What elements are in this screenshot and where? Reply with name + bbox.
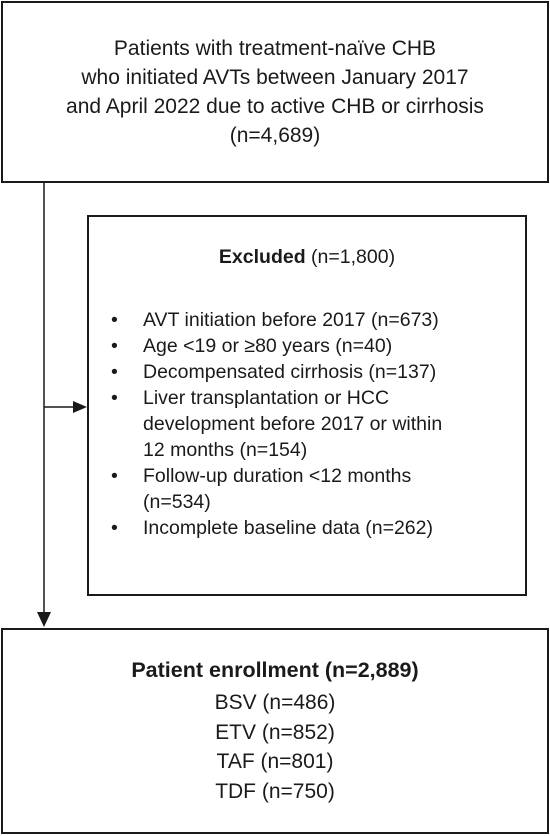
bullet-icon: •	[111, 387, 118, 409]
excluded-box	[87, 215, 527, 596]
exclusion-item	[89, 515, 525, 541]
bullet-icon: •	[111, 517, 118, 539]
exclusion-item-text: AVT initiation before 2017 (n=673)	[143, 309, 439, 331]
treatment-group-list	[3, 688, 547, 806]
exclusion-item-text: (n=534)	[143, 491, 211, 513]
enrollment-title: Patient enrollment (n=2,889)	[131, 658, 419, 682]
exclusion-criteria-list	[89, 307, 525, 541]
exclusion-item-text: development before 2017 or within	[143, 413, 443, 435]
source-population-count: (n=4,689)	[229, 124, 321, 147]
treatment-group-item: BSV (n=486)	[214, 691, 336, 714]
exclusion-item	[89, 359, 525, 385]
exclusion-item	[89, 333, 525, 359]
treatment-group-item: TDF (n=750)	[215, 779, 335, 803]
source-population-line: and April 2022 due to active CHB or cirrhosis	[66, 95, 484, 118]
exclusion-item-text: Age <19 or ≥80 years (n=40)	[143, 335, 393, 357]
treatment-group-item: ETV (n=852)	[215, 720, 335, 744]
exclusion-item	[89, 307, 525, 333]
bullet-icon: •	[111, 335, 118, 357]
excluded-count: (n=1,800)	[305, 246, 396, 268]
exclusion-branch-arrowhead	[73, 401, 87, 413]
exclusion-item	[89, 463, 525, 515]
source-population-line: who initiated AVTs between January 2017	[81, 66, 469, 89]
source-population-line: Patients with treatment-naïve CHB	[113, 37, 437, 60]
exclusion-item-text: Decompensated cirrhosis (n=137)	[143, 361, 437, 383]
bullet-icon: •	[111, 309, 118, 331]
enrollment-box	[1, 628, 549, 834]
bullet-icon: •	[111, 465, 118, 487]
exclusion-item	[89, 385, 525, 463]
excluded-label: Excluded	[218, 246, 306, 268]
bullet-icon: •	[111, 361, 118, 383]
main-flow-arrowhead	[37, 612, 51, 627]
exclusion-item-text: Incomplete baseline data (n=262)	[143, 517, 433, 539]
exclusion-item-text: 12 months (n=154)	[143, 439, 308, 461]
exclusion-item-text: Follow-up duration <12 months	[143, 465, 412, 487]
source-population-box	[1, 1, 549, 183]
treatment-group-item: TAF (n=801)	[216, 750, 334, 773]
excluded-title	[89, 244, 525, 270]
exclusion-item-text: Liver transplantation or HCC	[143, 387, 390, 409]
